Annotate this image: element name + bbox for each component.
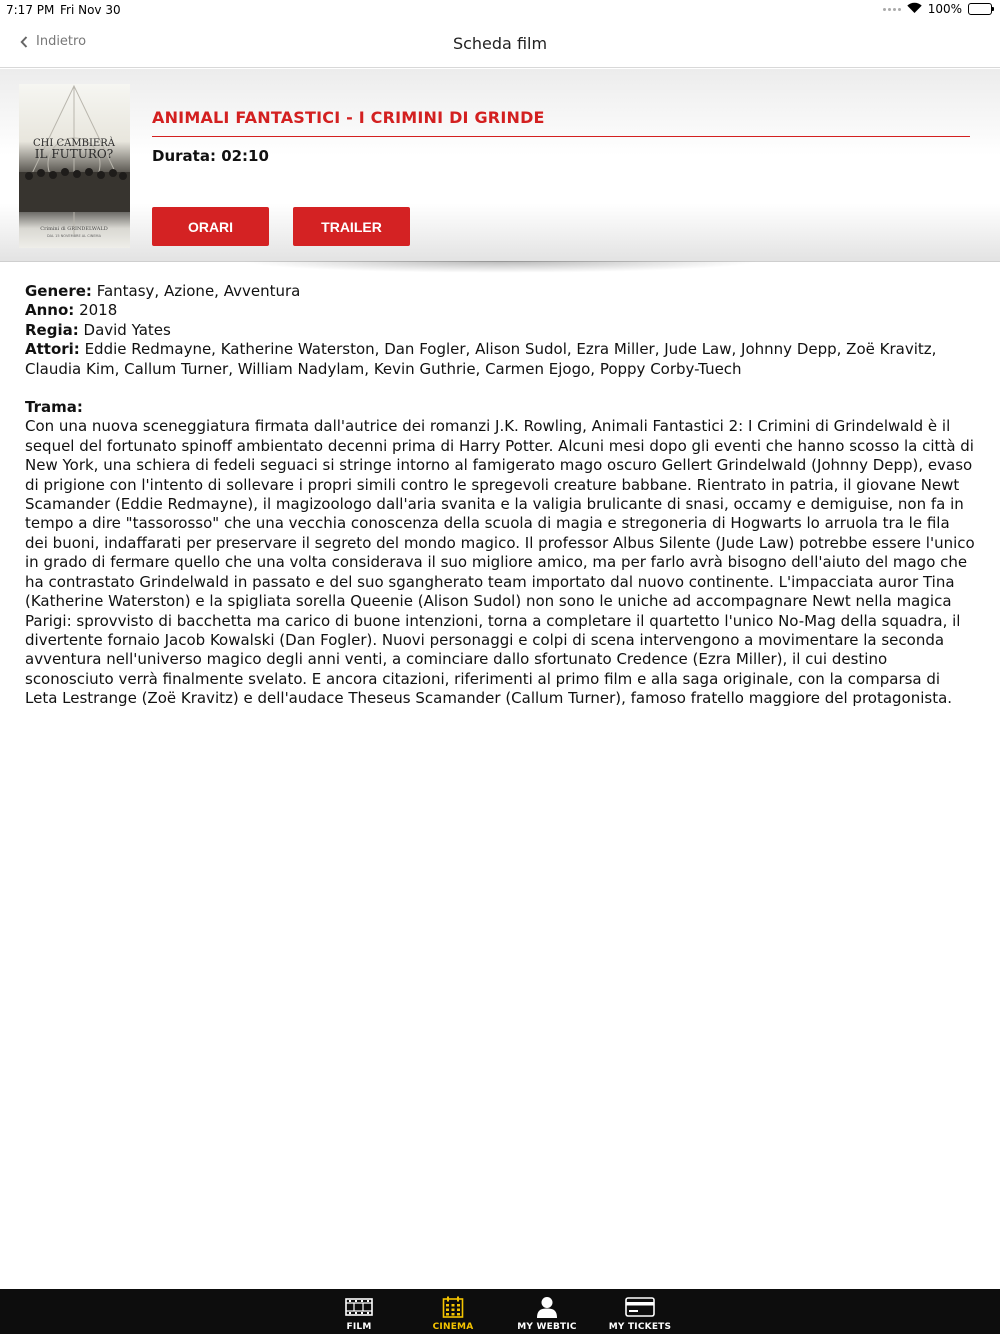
status-time: 7:17 PM (6, 3, 55, 17)
back-label: Indietro (36, 34, 87, 49)
plot-label: Trama: (25, 398, 83, 417)
genre-value: Fantasy, Azione, Avventura (96, 282, 301, 300)
poster-tagline-2: IL FUTURO? (34, 147, 114, 161)
duration-value: 02:10 (221, 147, 269, 165)
status-right (883, 2, 992, 16)
poster-logo-text: Crimini di GRINDELWALD (40, 226, 108, 232)
cast-row (25, 340, 975, 379)
director-label: Regia: (25, 320, 79, 339)
year-value: 2018 (79, 301, 118, 320)
status-bar (0, 0, 1000, 22)
tab-cinema[interactable] (418, 1289, 488, 1334)
tab-film-label: FILM (346, 1322, 372, 1332)
film-details (25, 282, 975, 709)
year-label: Anno: (25, 301, 75, 320)
film-header (0, 69, 1000, 262)
tab-my-webtic-label: MY WEBTIC (517, 1322, 577, 1332)
genre-label: Genere: (25, 282, 92, 300)
duration-label: Durata: (152, 147, 216, 165)
movie-poster[interactable] (19, 84, 130, 248)
page-title: Scheda film (452, 34, 548, 53)
film-strip-icon (345, 1295, 373, 1319)
wifi-icon (907, 2, 922, 16)
signal-dots-icon (883, 4, 901, 14)
plot-text: Con una nuova sceneggiatura firmata dall'autrice dei romanzi J.K. Rowling, Animali Fantastici 2: I Crimini di Grindelwald è il sequel del fortunato spinoff ambientato decenni prima di Harry Potter. Alcuni mesi dopo gli eventi che hanno scosso la città di New York, una schiera di fedeli seguaci si stringe intorno al famigerato mago oscuro Gellert Grindelwald (Johnny Depp), evaso di prigione con l'intento di sollevare i propri simili contro le spregevoli creature babbane. Rientrato in patria, il giovane Newt Scamander (Eddie Redmayne), il magizoologo dall'aria svanita e la valigia brulicante di snasi, occamy e demiguise, non fa in tempo a dire "tassorosso" che una vecchia conoscenza della scuola di magia e stregoneria di Hogwarts lo arruola tra le fila dei buoni, indaffarati per preservare il segreto del mondo magico. Il professor Albus Silente (Jude Law) potrebbe essere l'unico in grado di fermare quello che una volta considerava il suo migliore amico, ma per farlo avrà bisogno dell'aiuto del mago che ha contrastato Grindelwald in passato e del suo sgangherato team importato dal nuovo continente. L'impacciata auror Tina (Katherine Waterston) e la spigliata sorella Queenie (Alison Sudol) non sono le uniche ad accompagnare Newt nella magica Parigi: sprovvisto di bacchetta ma carico di buone intenzioni, torna a completare il quartetto l'unico No-Mag della squadra, il divertente fornaio Jacob Kowalski (Dan Fogler). Nuovi personaggi e colpi di scena intervengono a movimentare la seconda avventura nell'universo magico degli anni venti, a cominciare dallo sfortunato Credence (Ezra Miller), il cui destino sconosciuto verrà finalmente svelato. E ancora citazioni, riferimenti al primo film e alla saga originale, con la comparsa di Leta Lestrange (Zoë Kravitz) e dell'audace Theseus Scamander (Callum Turner), famoso fratello maggiore del protagonista. (25, 417, 975, 708)
orari-button[interactable]: ORARI (152, 207, 269, 246)
film-title: ANIMALI FANTASTICI - I CRIMINI DI GRINDE (152, 108, 545, 127)
tab-cinema-label: CINEMA (432, 1322, 474, 1332)
tab-film[interactable] (324, 1289, 394, 1334)
cast-label: Attori: (25, 340, 80, 359)
plot-section (25, 398, 975, 709)
tab-my-tickets-label: MY TICKETS (608, 1322, 672, 1332)
poster-release-text: DAL 15 NOVEMBRE AL CINEMA (47, 234, 101, 238)
header-shadow (240, 261, 760, 273)
calendar-icon (442, 1295, 464, 1319)
user-icon (536, 1295, 558, 1319)
cast-value: Eddie Redmayne, Katherine Waterston, Dan Fogler, Alison Sudol, Ezra Miller, Jude Law, Johnny Depp, Zoë Kravitz, Claudia Kim, Callum Turner, William Nadylam, Kevin Guthrie, Carmen Ejogo, Poppy Corby-Tuech (25, 340, 937, 378)
director-value: David Yates (83, 320, 171, 339)
status-date: Fri Nov 30 (60, 3, 121, 17)
tab-my-tickets[interactable] (605, 1289, 675, 1334)
nav-bar (0, 22, 1000, 68)
battery-icon (968, 3, 992, 15)
genre-row (25, 282, 975, 301)
film-duration (152, 147, 269, 165)
poster-tagline-1: CHI CAMBIERÀ (33, 138, 115, 149)
trailer-button[interactable]: TRAILER (293, 207, 410, 246)
credit-card-icon (625, 1295, 655, 1319)
battery-percent: 100% (927, 2, 962, 16)
tab-bar (0, 1289, 1000, 1334)
director-row (25, 321, 975, 340)
title-divider (152, 136, 970, 137)
year-row (25, 301, 975, 320)
tab-my-webtic[interactable] (512, 1289, 582, 1334)
